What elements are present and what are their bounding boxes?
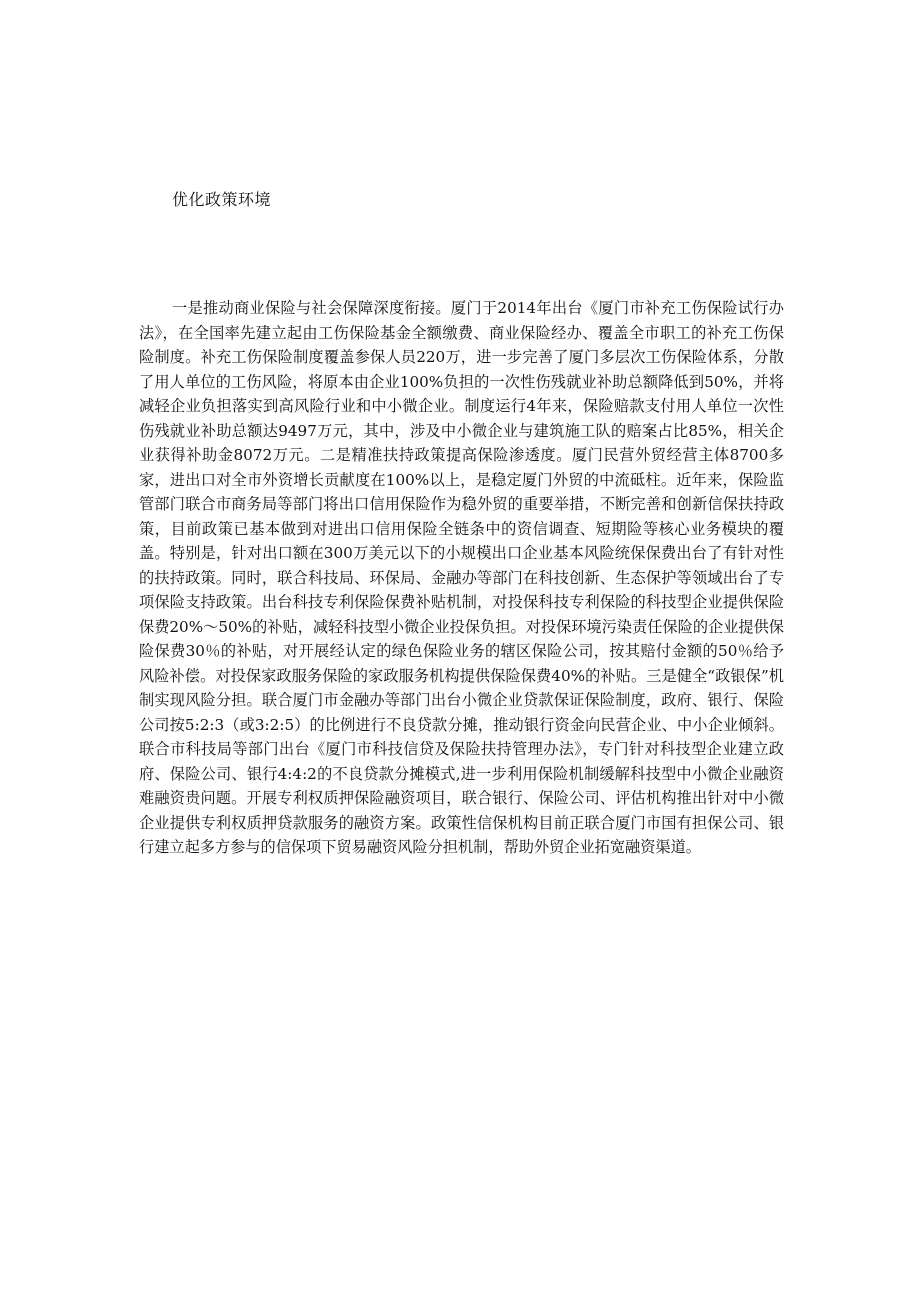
body-paragraph: 一是推动商业保险与社会保障深度衔接。厦门于2014年出台《厦门市补充工伤保险试行办法》，在全国率先建立起由工伤保险基金全额缴费、商业保险经办、覆盖全市职工的补充工伤保险制度。补充工伤保险制度覆盖参保人员220万，进一步完善了厦门多层次工伤保险体系，分散了用人单位的工伤风险，将原本由企业100%负担的一次性伤残就业补助总额降低到50%，并将减轻企业负担落实到高风险行业和中小微企业。制度运行4年来，保险赔款支付用人单位一次性伤残就业补助总额达9497万元，其中，涉及中小微企业与建筑施工队的赔案占比85%，相关企业获得补助金8072万元。二是精准扶持政策提高保险渗透度。厦门民营外贸经营主体8700多家，进出口对全市外资增长贡献度在100%以上，是稳定厦门外贸的中流砥柱。近年来，保险监管部门联合市商务局等部门将出口信用保险作为稳外贸的重要举措，不断完善和创新信保扶持政策，目前政策已基本做到对进出口信用保险全链条中的资信调查、短期险等核心业务模块的覆盖。特别是，针对出口额在300万美元以下的小规模出口企业基本风险统保保费出台了有针对性的扶持政策。同时，联合科技局、环保局、金融办等部门在科技创新、生态保护等领域出台了专项保险支持政策。出台科技专利保险保费补贴机制，对投保科技专利保险的科技型企业提供保险保费20%～50%的补贴，减轻科技型小微企业投保负担。对投保环境污染责任保险的企业提供保险保费30％的补贴，对开展经认定的绿色保险业务的辖区保险公司，按其赔付金额的50％给予风险补偿。对投保家政服务保险的家政服务机构提供保险保费40%的补贴。三是健全“政银保”机制实现风险分担。联合厦门市金融办等部门出台小微企业贷款保证保险制度，政府、银行、保险公司按5:2:3（或3:2:5）的比例进行不良贷款分摊，推动银行资金向民营企业、中小企业倾斜。联合市科技局等部门出台《厦门市科技信贷及保险扶持管理办法》，专门针对科技型企业建立政府、保险公司、银行4:4:2的不良贷款分摊模式,进一步利用保险机制缓解科技型中小微企业融资难融资贵问题。开展专利权质押保险融资项目，联合银行、保险公司、评估机构推出针对中小微企业提供专利权质押贷款服务的融资方案。政策性信保机构目前正联合厦门市国有担保公司、银行建立起多方参与的信保项下贸易融资风险分担机制，帮助外贸企业拓宽融资渠道。 <box>139 299 784 856</box>
section-heading: 优化政策环境 <box>172 190 272 209</box>
